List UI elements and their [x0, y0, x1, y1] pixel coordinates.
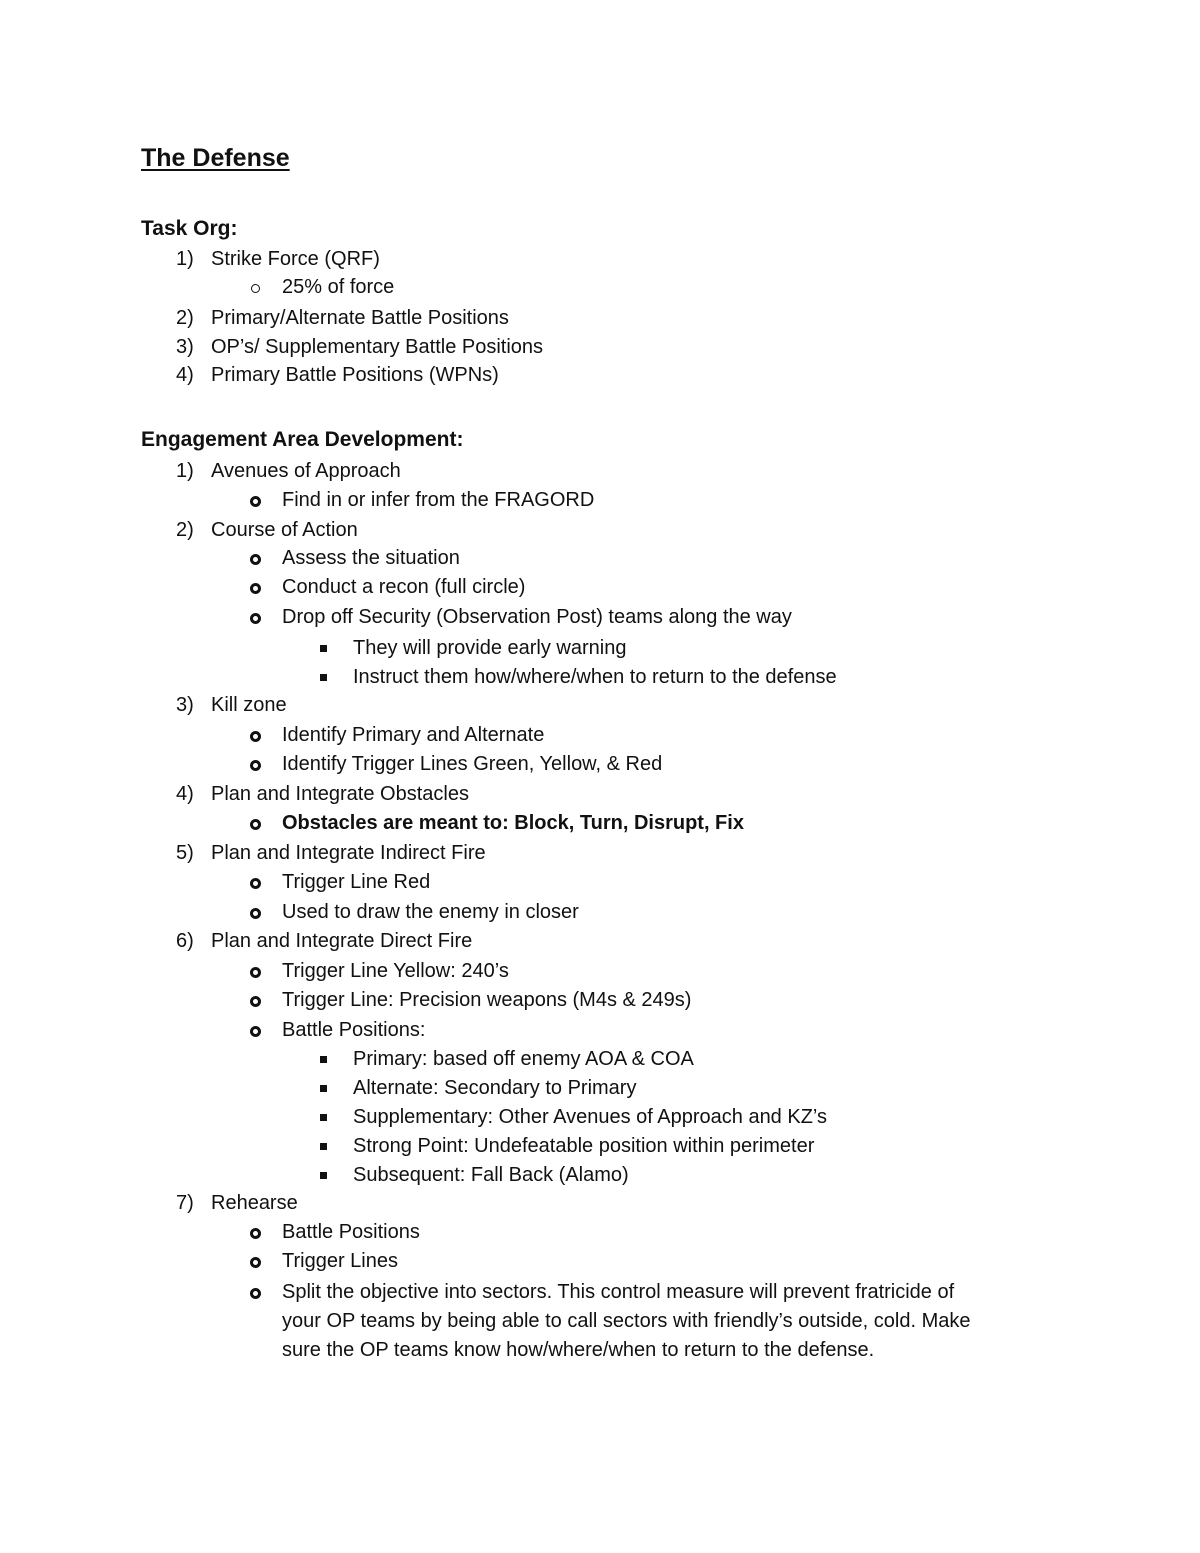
bullet-icon — [250, 996, 261, 1007]
list-item: Plan and Integrate Obstacles — [211, 783, 469, 805]
list-subitem: Split the objective into sectors. This control measure will prevent fratricide of — [282, 1281, 955, 1303]
bullet-icon — [250, 496, 261, 507]
list-subsubitem: Strong Point: Undefeatable position within perimeter — [353, 1135, 815, 1157]
square-bullet-icon — [320, 645, 327, 652]
list-subitem: Trigger Line: Precision weapons (M4s & 249s) — [282, 989, 692, 1011]
list-number: 3) — [176, 336, 194, 358]
list-number: 1) — [176, 248, 194, 270]
list-item: Plan and Integrate Direct Fire — [211, 930, 473, 952]
list-subitem: Assess the situation — [282, 547, 460, 569]
list-subitem: Trigger Line Yellow: 240’s — [282, 960, 509, 982]
bullet-icon — [250, 613, 261, 624]
square-bullet-icon — [320, 1056, 327, 1063]
list-subsubitem: Instruct them how/where/when to return to the defense — [353, 666, 837, 688]
bullet-icon — [250, 878, 261, 889]
list-number: 2) — [176, 307, 194, 329]
list-item: Rehearse — [211, 1192, 298, 1214]
bullet-icon — [250, 760, 261, 771]
list-number: 2) — [176, 519, 194, 541]
list-item: Primary/Alternate Battle Positions — [211, 307, 509, 329]
list-number: 4) — [176, 364, 194, 386]
list-subitem: Battle Positions: — [282, 1019, 426, 1041]
bullet-icon — [250, 908, 261, 919]
bullet-icon — [250, 554, 261, 565]
list-subitem: Find in or infer from the FRAGORD — [282, 489, 595, 511]
square-bullet-icon — [320, 1143, 327, 1150]
list-item: Strike Force (QRF) — [211, 248, 380, 270]
list-subitem: Trigger Line Red — [282, 871, 431, 893]
list-item: Course of Action — [211, 519, 358, 541]
ead-heading: Engagement Area Development: — [141, 428, 464, 451]
list-subsubitem: Supplementary: Other Avenues of Approach and KZ’s — [353, 1106, 828, 1128]
document-title: The Defense — [141, 144, 290, 172]
bullet-icon — [250, 583, 261, 594]
list-subitem: Identify Trigger Lines Green, Yellow, & Red — [282, 753, 663, 775]
square-bullet-icon — [320, 1114, 327, 1121]
square-bullet-icon — [320, 1172, 327, 1179]
bullet-icon — [250, 819, 261, 830]
list-item: Avenues of Approach — [211, 460, 401, 482]
list-subitem: Conduct a recon (full circle) — [282, 576, 526, 598]
list-subitem: Drop off Security (Observation Post) teams along the way — [282, 606, 792, 628]
list-subitem: Trigger Lines — [282, 1250, 398, 1272]
list-subitem: Battle Positions — [282, 1221, 420, 1243]
list-number: 6) — [176, 930, 194, 952]
list-number: 4) — [176, 783, 194, 805]
list-number: 5) — [176, 842, 194, 864]
list-item: Primary Battle Positions (WPNs) — [211, 364, 499, 386]
task-org-heading: Task Org: — [141, 217, 238, 240]
bullet-icon — [250, 731, 261, 742]
bullet-icon — [250, 1288, 261, 1299]
bullet-icon — [250, 967, 261, 978]
bullet-icon — [250, 1257, 261, 1268]
bullet-icon — [250, 1026, 261, 1037]
list-subsubitem: They will provide early warning — [353, 637, 627, 659]
list-item: Plan and Integrate Indirect Fire — [211, 842, 486, 864]
list-subitem-continuation: your OP teams by being able to call sectors with friendly’s outside, cold. Make — [282, 1310, 971, 1332]
list-subitem-continuation: sure the OP teams know how/where/when to return to the defense. — [282, 1339, 875, 1361]
list-subsubitem: Alternate: Secondary to Primary — [353, 1077, 637, 1099]
list-subitem: Obstacles are meant to: Block, Turn, Disrupt, Fix — [282, 812, 744, 834]
list-subsubitem: Primary: based off enemy AOA & COA — [353, 1048, 694, 1070]
bullet-icon — [250, 1228, 261, 1239]
list-number: 3) — [176, 694, 194, 716]
list-number: 7) — [176, 1192, 194, 1214]
list-subitem: Identify Primary and Alternate — [282, 724, 545, 746]
list-subitem: 25% of force — [282, 276, 395, 298]
list-item: OP’s/ Supplementary Battle Positions — [211, 336, 544, 358]
hollow-bullet-icon — [251, 284, 260, 293]
square-bullet-icon — [320, 1085, 327, 1092]
square-bullet-icon — [320, 674, 327, 681]
list-item: Kill zone — [211, 694, 287, 716]
list-number: 1) — [176, 460, 194, 482]
list-subitem: Used to draw the enemy in closer — [282, 901, 579, 923]
list-subsubitem: Subsequent: Fall Back (Alamo) — [353, 1164, 629, 1186]
